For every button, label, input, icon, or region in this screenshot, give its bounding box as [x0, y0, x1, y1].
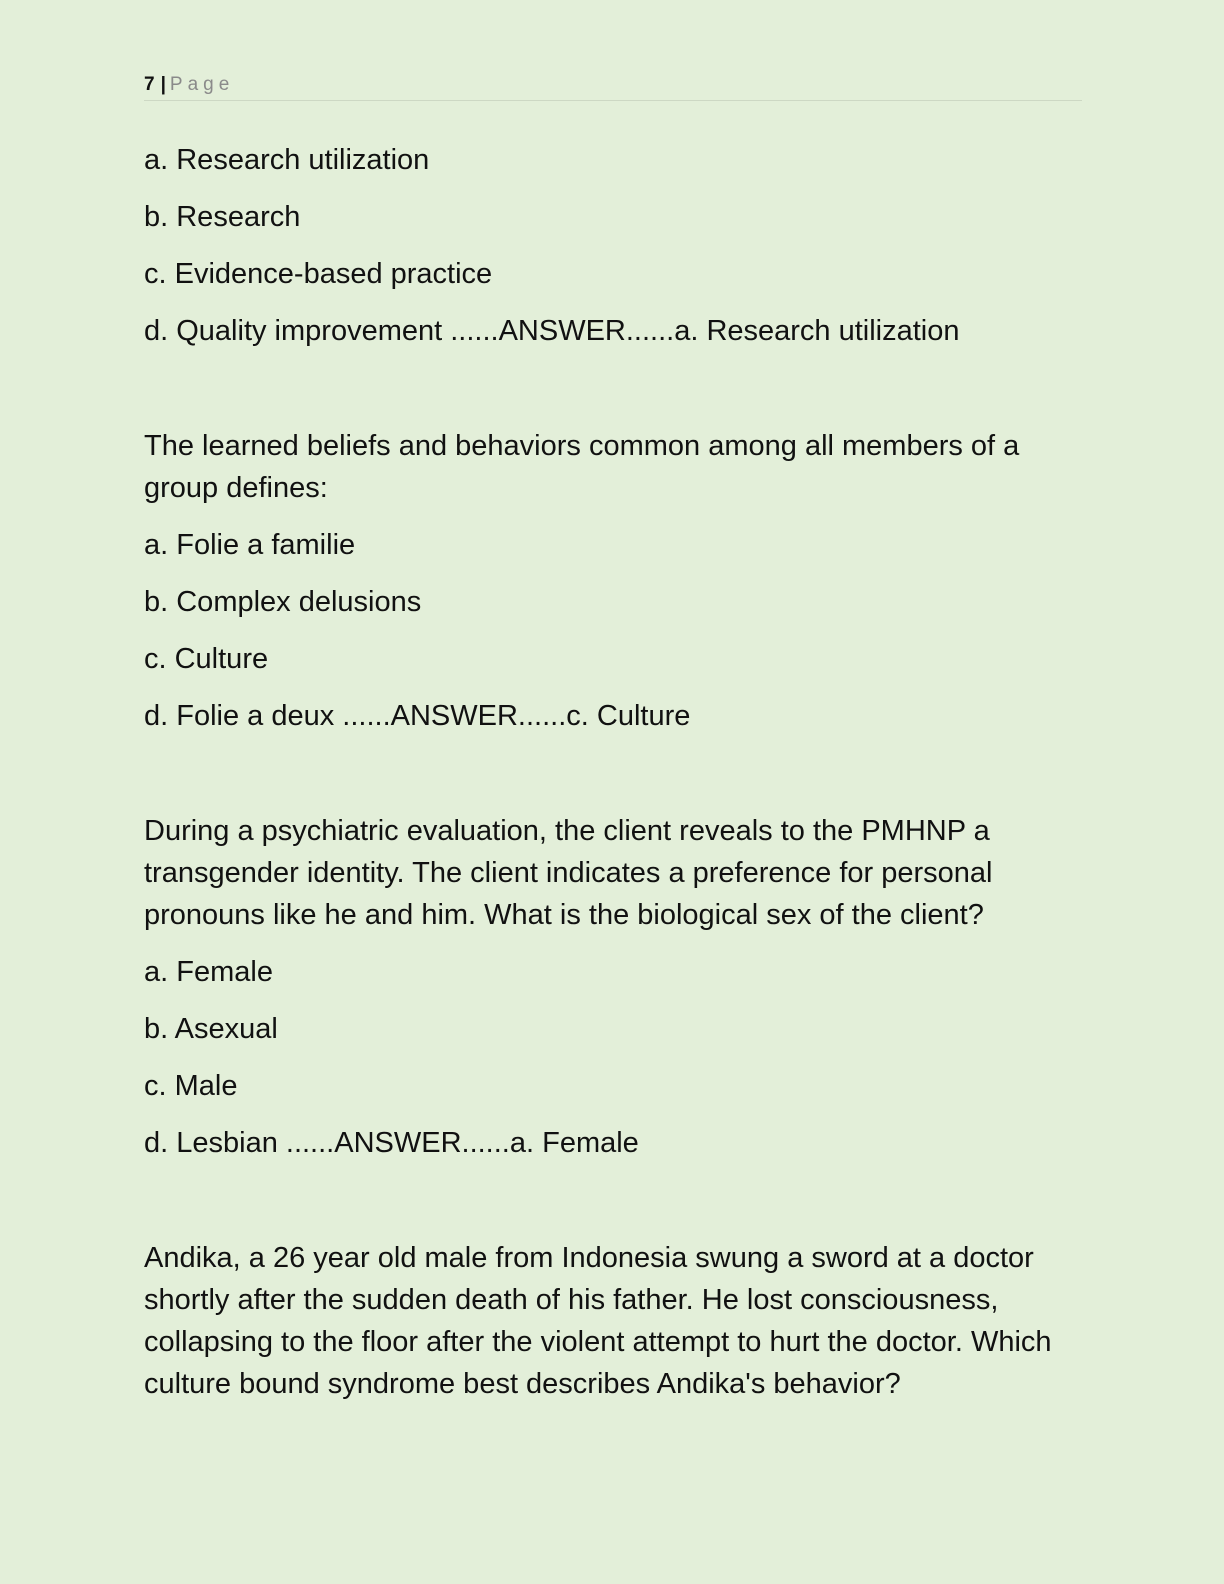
document-body	[144, 139, 1094, 1420]
answer-option: b. Asexual	[144, 1013, 278, 1045]
question-block-1	[144, 139, 1094, 352]
page-label: Page	[169, 74, 235, 95]
question-block-4	[144, 1237, 1094, 1405]
page-separator: |	[160, 74, 166, 95]
answer-option: b. Research	[144, 201, 301, 233]
question-text: The learned beliefs and behaviors common among all members of a group defines:	[144, 430, 1020, 504]
answer-option: c. Culture	[144, 643, 269, 675]
question-text: Andika, a 26 year old male from Indonesia swung a sword at a doctor shortly after the sudden death of his father. He lost consciousness, collapsing to the floor after the violent attempt to hurt the doctor. Which culture bound syndrome best describes Andika's behavior?	[144, 1242, 1052, 1400]
answer-option-with-answer: d. Folie a deux ......ANSWER......c. Culture	[144, 700, 691, 732]
block-spacer	[144, 367, 1094, 425]
question-block-2	[144, 425, 1094, 737]
page-header	[144, 72, 1082, 101]
answer-option: a. Female	[144, 956, 273, 988]
question-block-3	[144, 810, 1094, 1164]
answer-option: c. Male	[144, 1070, 238, 1102]
page-number: 7	[144, 74, 155, 95]
block-spacer	[144, 752, 1094, 810]
answer-option: c. Evidence-based practice	[144, 258, 493, 290]
answer-option: b. Complex delusions	[144, 586, 422, 618]
answer-option-with-answer: d. Quality improvement ......ANSWER......a. Research utilization	[144, 315, 960, 347]
answer-option: a. Research utilization	[144, 144, 430, 176]
block-spacer	[144, 1179, 1094, 1237]
answer-option-with-answer: d. Lesbian ......ANSWER......a. Female	[144, 1127, 639, 1159]
answer-option: a. Folie a familie	[144, 529, 356, 561]
question-text: During a psychiatric evaluation, the client reveals to the PMHNP a transgender identity. The client indicates a preference for personal pronouns like he and him. What is the biological sex of the client?	[144, 815, 993, 931]
